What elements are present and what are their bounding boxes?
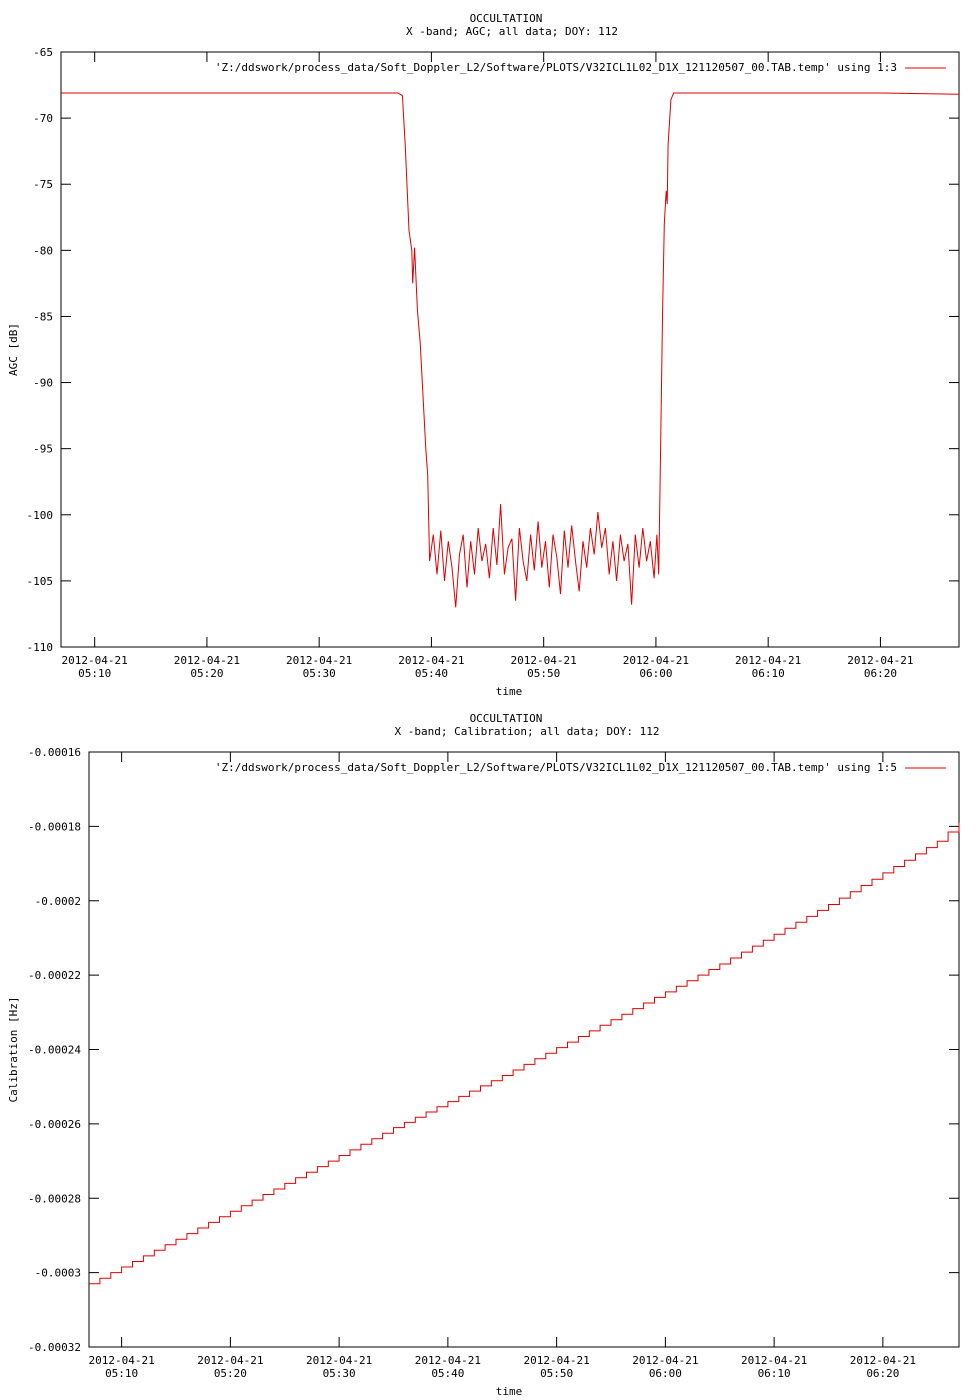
y-axis-label: AGC [dB] [7, 323, 20, 376]
x-tick-label-time: 06:20 [863, 667, 897, 680]
y-tick-label: -65 [33, 46, 53, 59]
x-axis-label: time [495, 1385, 523, 1398]
x-tick-label-time: 06:20 [866, 1367, 900, 1380]
y-tick-label: -0.00028 [28, 1192, 81, 1206]
y-tick-label: -90 [33, 376, 53, 390]
y-tick-label: -85 [33, 310, 53, 324]
y-tick-label: -0.0002 [34, 894, 81, 908]
y-tick-label: -75 [33, 178, 53, 192]
x-tick-label-date: 2012-04-21 [622, 654, 690, 667]
x-tick-label-date: 2012-04-21 [632, 1354, 699, 1367]
y-tick-label: -105 [26, 574, 53, 588]
x-tick-label-date: 2012-04-21 [847, 654, 914, 667]
x-tick-label-date: 2012-04-21 [523, 1354, 590, 1367]
x-tick-label-date: 2012-04-21 [510, 654, 577, 667]
y-tick-label: -0.00032 [28, 1341, 81, 1354]
x-tick-label-date: 2012-04-21 [398, 654, 465, 667]
x-tick-label-time: 05:10 [78, 667, 112, 680]
chart-subtitle: X -band; AGC; all data; DOY: 112 [406, 25, 618, 38]
x-tick-label-date: 2012-04-21 [849, 1354, 916, 1367]
y-tick-label: -0.00024 [28, 1043, 81, 1057]
x-tick-label-time: 05:40 [414, 667, 448, 680]
x-tick-label-date: 2012-04-21 [741, 1354, 808, 1367]
y-tick-label: -110 [26, 641, 53, 654]
y-tick-label: -0.0003 [34, 1266, 81, 1280]
x-tick-label-time: 05:30 [302, 667, 336, 680]
x-tick-label-date: 2012-04-21 [286, 654, 353, 667]
x-tick-label-time: 06:10 [751, 667, 785, 680]
y-tick-label: -80 [33, 244, 53, 258]
x-axis-label: time [495, 685, 523, 698]
x-tick-label-date: 2012-04-21 [197, 1354, 264, 1367]
x-tick-label-date: 2012-04-21 [61, 654, 128, 667]
x-tick-label-time: 06:10 [757, 1367, 791, 1380]
x-tick-label-date: 2012-04-21 [173, 654, 241, 667]
y-tick-label: -0.00016 [28, 746, 81, 759]
x-tick-label-time: 05:30 [322, 1367, 356, 1380]
x-tick-label-time: 05:20 [190, 667, 224, 680]
x-tick-label-time: 05:50 [527, 667, 561, 680]
plot-area-frame [89, 752, 959, 1347]
legend-label: 'Z:/ddswork/process_data/Soft_Doppler_L2/Software/PLOTS/V32ICL1L02_D1X_121120507_00.TAB.temp' using 1:3 [214, 61, 897, 74]
x-tick-label-date: 2012-04-21 [414, 1354, 481, 1367]
series-line-1 [89, 823, 959, 1284]
y-tick-label: -0.00018 [28, 820, 81, 834]
y-tick-label: -0.00022 [28, 969, 81, 983]
legend-label: 'Z:/ddswork/process_data/Soft_Doppler_L2/Software/PLOTS/V32ICL1L02_D1X_121120507_00.TAB.temp' using 1:5 [214, 761, 897, 774]
y-tick-label: -100 [26, 508, 53, 522]
x-tick-label-time: 05:50 [540, 1367, 574, 1380]
chart-title: OCCULTATION [469, 12, 543, 25]
y-tick-label: -70 [33, 112, 53, 126]
x-tick-label-time: 05:10 [105, 1367, 139, 1380]
x-tick-label-time: 06:00 [639, 667, 673, 680]
x-tick-label-time: 06:00 [648, 1367, 682, 1380]
y-tick-label: -0.00026 [28, 1117, 81, 1131]
x-tick-label-time: 05:40 [431, 1367, 465, 1380]
chart-panel-2 [7, 712, 959, 1398]
series-line-1 [61, 93, 959, 607]
chart-subtitle: X -band; Calibration; all data; DOY: 112 [394, 725, 660, 738]
y-axis-label: Calibration [Hz] [7, 996, 20, 1103]
x-tick-label-time: 05:20 [213, 1367, 247, 1380]
x-tick-label-date: 2012-04-21 [306, 1354, 373, 1367]
chart-panel-1 [7, 12, 959, 698]
y-tick-label: -95 [33, 442, 53, 456]
chart-title: OCCULTATION [469, 712, 543, 725]
x-tick-label-date: 2012-04-21 [735, 654, 802, 667]
plot-area-frame [61, 52, 959, 647]
x-tick-label-date: 2012-04-21 [88, 1354, 155, 1367]
